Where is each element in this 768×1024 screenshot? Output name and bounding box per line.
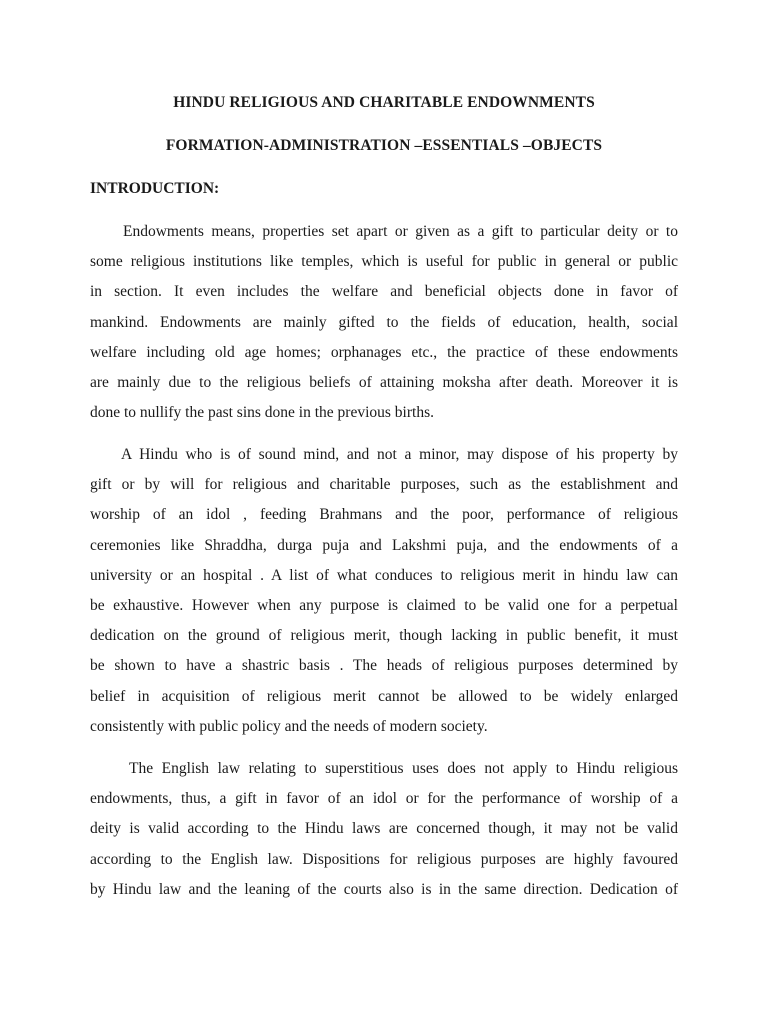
paragraph-line: university or an hospital . A list of what conduces to religious merit in hindu law can [90,566,678,584]
paragraph-line: dedication on the ground of religious merit, though lacking in public benefit, it must [90,627,678,645]
paragraph-line: mankind. Endowments are mainly gifted to the fields of education, health, social [90,313,678,331]
paragraph-line: ceremonies like Shraddha, durga puja and Lakshmi puja, and the endowments of a [90,536,678,554]
document-title: HINDU RELIGIOUS AND CHARITABLE ENDOWNMENTS [173,94,595,111]
paragraph-line: according to the English law. Dispositions for religious purposes are highly favoured [90,850,678,868]
paragraph-line: deity is valid according to the Hindu laws are concerned though, it may not be valid [90,820,678,838]
paragraph-2 [90,440,678,742]
paragraph-line: belief in acquisition of religious merit cannot be allowed to be widely enlarged [90,687,678,705]
paragraph-line: gift or by will for religious and charitable purposes, such as the establishment and [90,476,678,494]
paragraph-line: be shown to have a shastric basis . The heads of religious purposes determined by [90,657,678,675]
paragraph-line: A Hindu who is of sound mind, and not a minor, may dispose of his property by [121,446,678,463]
paragraph-line: are mainly due to the religious beliefs of attaining moksha after death. Moreover it is [90,373,678,391]
section-heading-introduction: INTRODUCTION: [90,180,220,197]
paragraph-line: Endowments means, properties set apart or given as a gift to particular deity or to [123,223,678,240]
paragraph-line: some religious institutions like temples, which is useful for public in general or public [90,253,678,271]
paragraph-line: by Hindu law and the leaning of the courts also is in the same direction. Dedication of [90,880,678,898]
paragraph-line: be exhaustive. However when any purpose is claimed to be valid one for a perpetual [90,596,678,614]
paragraph-line: worship of an idol , feeding Brahmans and the poor, performance of religious [90,506,678,524]
paragraph-line: consistently with public policy and the needs of modern society. [90,717,488,735]
paragraph-1 [90,217,678,428]
paragraph-line: done to nullify the past sins done in the previous births. [90,404,434,422]
paragraph-line: The English law relating to superstitious uses does not apply to Hindu religious [129,760,678,777]
paragraph-line: in section. It even includes the welfare and beneficial objects done in favor of [90,283,678,301]
paragraph-line: welfare including old age homes; orphanages etc., the practice of these endowments [90,343,678,361]
paragraph-3 [90,754,678,905]
document-subtitle: FORMATION-ADMINISTRATION –ESSENTIALS –OBJECTS [165,137,603,154]
paragraph-line: endowments, thus, a gift in favor of an idol or for the performance of worship of a [90,790,678,808]
